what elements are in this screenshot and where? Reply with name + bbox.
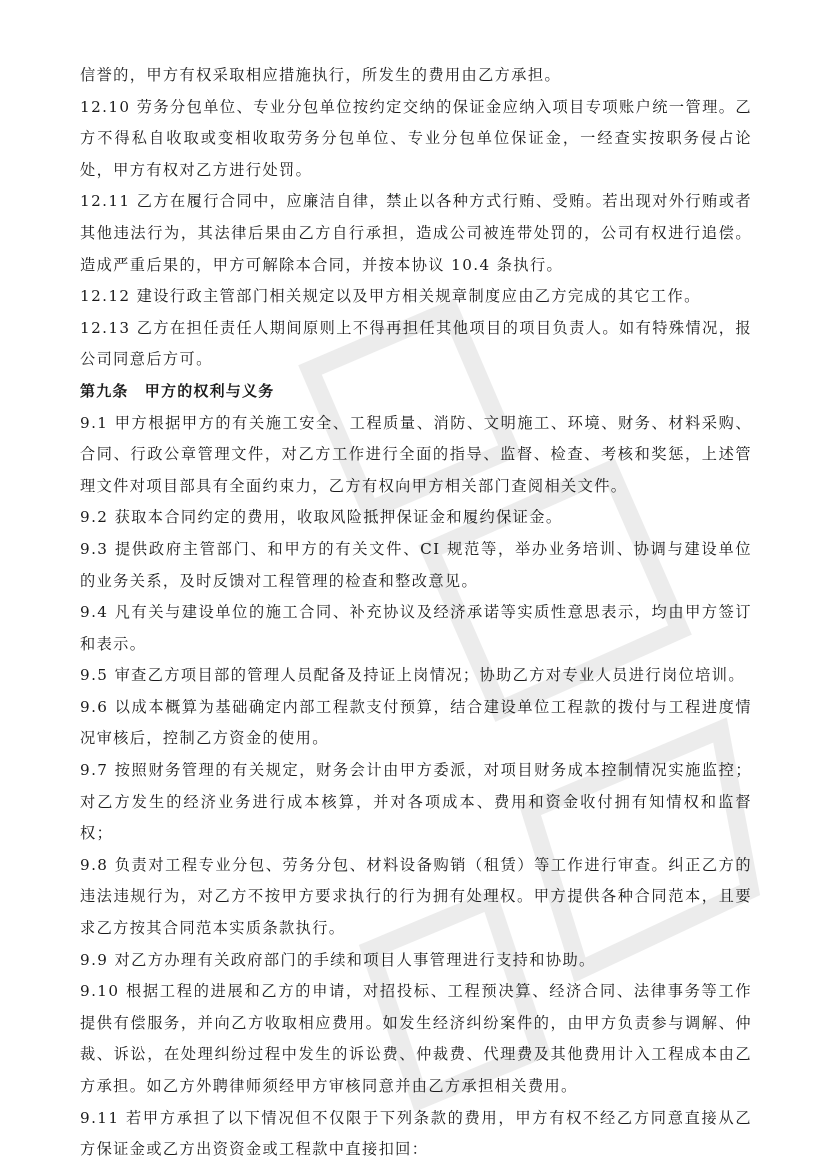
paragraph-continued: 信誉的，甲方有权采取相应措施执行，所发生的费用由乙方承担。 (80, 66, 562, 84)
clause-12-12: 12.12 建设行政主管部门相关规定以及甲方相关规章制度应由乙方完成的其它工作。 (80, 287, 701, 306)
clause-9-10: 9.10 根据工程的进展和乙方的申请，对招投标、工程预决算、经济合同、法律事务等工作提供有偿服务，并向乙方收取相应费用。如发生经济纠纷案件的，由甲方负责参与调解、仲裁、诉讼，在处理纠纷过程中发生的诉讼费、仲裁费、代理费及其他费用计入工程成本由乙方承担。如乙方外聘律师须经甲方审核同意并由乙方承担相关费用。 (80, 982, 752, 1095)
section-heading: 第九条 甲方的权利与义务 (80, 381, 275, 400)
clause-12-11: 12.11 乙方在履行合同中，应廉洁自律，禁止以各种方式行贿、受贿。若出现对外行贿或者其他违法行为，其法律后果由乙方自行承担，造成公司被连带处罚的，公司有权进行追偿。造成严重后果的，甲方可解除本合同，并按本协议 10.4 条执行。 (80, 192, 752, 274)
clause-9-5: 9.5 审查乙方项目部的管理人员配备及持证上岗情况；协助乙方对专业人员进行岗位培训。 (80, 666, 745, 685)
clause-9-11: 9.11 若甲方承担了以下情况但不仅限于下列条款的费用，甲方有权不经乙方同意直接从乙方保证金或乙方出资资金或工程款中直接扣回： (80, 1108, 752, 1159)
clause-9-3: 9.3 提供政府主管部门、和甲方的有关文件、CI 规范等，举办业务培训、协调与建设单位的业务关系，及时反馈对工程管理的检查和整改意见。 (80, 539, 752, 590)
clause-9-9: 9.9 对乙方办理有关政府部门的手续和项目人事管理进行支持和协助。 (80, 950, 596, 969)
clause-9-2: 9.2 获取本合同约定的费用，收取风险抵押保证金和履约保证金。 (80, 508, 563, 527)
clause-9-1: 9.1 甲方根据甲方的有关施工安全、工程质量、消防、文明施工、环境、财务、材料采购、合同、行政公章管理文件，对乙方工作进行全面的指导、监督、检查、考核和奖惩，上述管理文件对项目部具有全面约束力，乙方有权向甲方相关部门查阅相关文件。 (80, 413, 752, 495)
clause-9-4: 9.4 凡有关与建设单位的施工合同、补充协议及经济承诺等实质性意思表示，均由甲方签订和表示。 (80, 603, 752, 653)
document-body (80, 60, 752, 1166)
clause-12-10: 12.10 劳务分包单位、专业分包单位按约定交纳的保证金应纳入项目专项账户统一管理。乙方不得私自收取或变相收取劳务分包单位、专业分包单位保证金，一经查实按职务侵占论处，甲方有权对乙方进行处罚。 (80, 97, 752, 179)
clause-9-8: 9.8 负责对工程专业分包、劳务分包、材料设备购销（租赁）等工作进行审查。纠正乙方的违法违规行为，对乙方不按甲方要求执行的行为拥有处理权。甲方提供各种合同范本，且要求乙方按其合同范本实质条款执行。 (80, 855, 752, 938)
clause-9-7: 9.7 按照财务管理的有关规定，财务会计由甲方委派，对项目财务成本控制情况实施监控；对乙方发生的经济业务进行成本核算，并对各项成本、费用和资金收付拥有知情权和监督权； (80, 761, 752, 843)
clause-12-13: 12.13 乙方在担任责任人期间原则上不得再担任其他项目的项目负责人。如有特殊情况，报公司同意后方可。 (80, 318, 752, 369)
clause-9-6: 9.6 以成本概算为基础确定内部工程款支付预算，结合建设单位工程款的拨付与工程进度情况审核后，控制乙方资金的使用。 (80, 697, 752, 748)
